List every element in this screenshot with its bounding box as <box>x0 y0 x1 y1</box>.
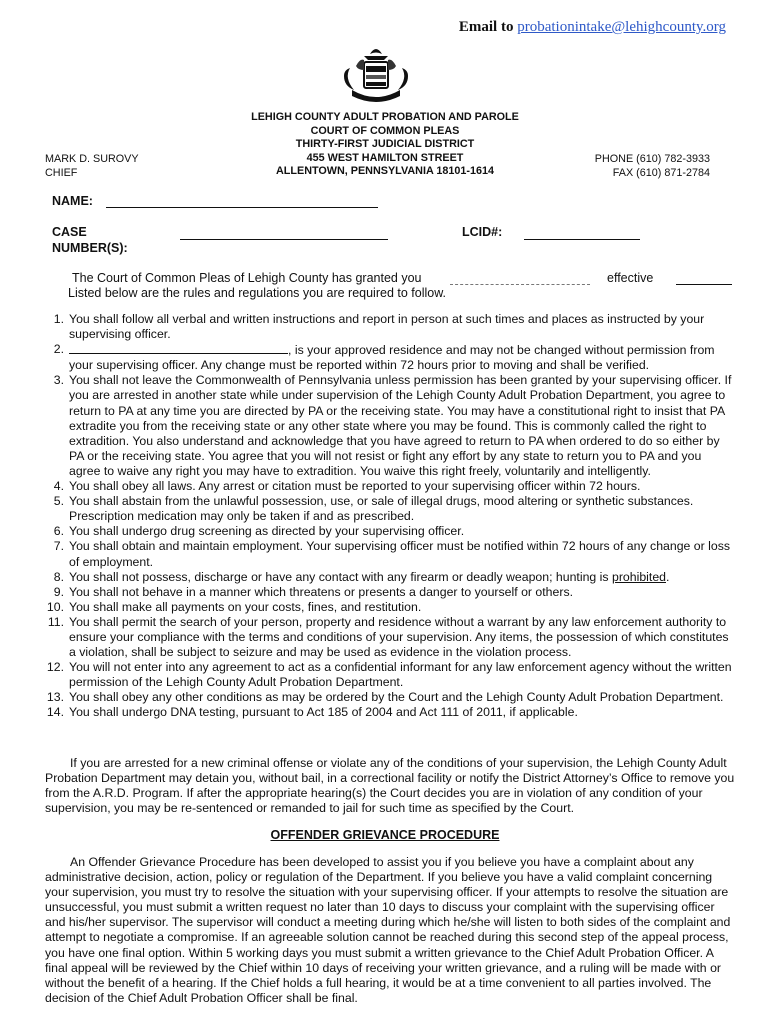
rule-text: You shall obtain and maintain employment. Your supervising officer must be notified within 72 hours of any change or loss of employment. <box>69 539 731 569</box>
list-item <box>32 585 732 600</box>
agency-line: THIRTY-FIRST JUDICIAL DISTRICT <box>295 138 475 151</box>
rule-number: 5. <box>53 494 64 509</box>
list-item <box>32 570 732 585</box>
phone-number: PHONE (610) 782-3933 <box>594 153 710 165</box>
fax-number: FAX (610) 871-2784 <box>612 166 710 179</box>
rule-text: You shall follow all verbal and written instructions and report in person at such times and places as instructed by your supervising officer. <box>69 312 705 342</box>
list-item <box>32 494 732 524</box>
email-label: Email to <box>458 19 514 35</box>
rule-text: You shall not possess, discharge or have any contact with any firearm or deadly weapon; hunting is <box>69 569 612 584</box>
effective-date-input-line[interactable] <box>676 284 732 285</box>
rule-text: , is your approved residence and may not be changed without permission from your supervising officer. Any change must be reported within 72 hours prior to moving and shall be verified. <box>69 343 715 373</box>
grant-type-input-line[interactable] <box>450 284 590 285</box>
agency-line: ALLENTOWN, PENNSYLVANIA 18101-1614 <box>276 165 494 178</box>
rule-number: 4. <box>53 479 64 494</box>
list-item <box>32 690 732 705</box>
list-item <box>32 705 732 720</box>
rule-emphasis: prohibited <box>611 569 666 584</box>
rule-number: 2. <box>53 342 64 357</box>
grievance-heading: OFFENDER GRIEVANCE PROCEDURE <box>270 828 500 842</box>
agency-address-block <box>200 111 570 179</box>
agency-line: 455 WEST HAMILTON STREET <box>306 151 464 164</box>
list-item <box>32 615 732 660</box>
rule-number: 9. <box>53 584 64 599</box>
rule-number: 14. <box>46 705 64 720</box>
case-label-line: CASE <box>52 225 87 239</box>
email-header <box>459 19 726 36</box>
rule-number: 8. <box>53 569 64 584</box>
rule-text: You shall make all payments on your costs, fines, and restitution. <box>69 599 422 614</box>
list-item <box>32 660 732 690</box>
case-number-label <box>52 224 128 256</box>
rule-text: You shall not behave in a manner which threatens or presents a danger to yourself or others. <box>69 584 574 599</box>
grant-line-2: Listed below are the rules and regulations you are required to follow. <box>68 286 447 300</box>
rule-number: 10. <box>46 599 64 614</box>
rule-number: 13. <box>46 690 64 705</box>
effective-label: effective <box>607 271 654 285</box>
list-item <box>32 373 732 479</box>
rule-text: You shall obey all laws. Any arrest or citation must be reported to your supervising officer within 72 hours. <box>69 479 641 494</box>
pennsylvania-seal-icon <box>330 44 422 108</box>
name-label: NAME: <box>52 194 93 208</box>
rule-text: You shall abstain from the unlawful possession, use, or sale of illegal drugs, mood altering or synthetic substances. Prescription medication may only be taken if and as prescribed. <box>69 494 694 524</box>
rule-text: You shall undergo DNA testing, pursuant to Act 185 of 2004 and Act 111 of 2011, if applicable. <box>69 705 578 720</box>
chief-title: CHIEF <box>45 166 78 179</box>
rules-list <box>32 312 732 721</box>
email-link[interactable]: probationintake@lehighcounty.org <box>517 19 726 35</box>
lcid-input-line[interactable] <box>524 239 640 240</box>
list-item <box>32 312 732 342</box>
lcid-label: LCID#: <box>462 225 503 239</box>
list-item <box>32 342 732 373</box>
list-item <box>32 479 732 494</box>
rule-text: You shall obey any other conditions as may be ordered by the Court and the Lehigh County Adult Probation Department. <box>69 690 724 705</box>
chief-name: MARK D. SUROVY <box>45 153 139 165</box>
list-item <box>32 539 732 569</box>
rule-text: You will not enter into any agreement to act as a confidential informant for any law enforcement agency without the written permission of the Lehigh County Adult Probation Department. <box>69 660 732 690</box>
grievance-paragraph: An Offender Grievance Procedure has been developed to assist you if you believe you have a complaint about any administrative decision, action, policy or regulation of the Department. If you believe you have a valid complaint concerning your supervision, you must try to resolve the situation with your supervising officer. If your attempts to resolve the situation are unsuccessful, you must submit a written request no later than 10 days to discuss your complaint with the supervising officer and his/her supervisor. The supervisor will conduct a meeting during which he/she will listen to both sides of the complaint and attempt to negotiate a compromise. If an agreeable solution cannot be reached during this second step of the appeal process, you have one final option. Within 5 working days you must submit a written grievance to the Chief Adult Probation Officer. A final appeal will be reviewed by the Chief within 10 days of receiving your written grievance, and a ruling will be made with or without the benefit of a hearing. If the Chief holds a full hearing, it would be at a time convenient to all parties involved. The decision of the Chief Adult Probation Officer shall be final. <box>45 855 731 1005</box>
rule-text: You shall undergo drug screening as directed by your supervising officer. <box>69 524 465 539</box>
agency-line: LEHIGH COUNTY ADULT PROBATION AND PAROLE <box>251 111 519 123</box>
name-input-line[interactable] <box>106 207 378 208</box>
list-item <box>32 600 732 615</box>
rule-text: You shall not leave the Commonwealth of Pennsylvania unless permission has been granted by your supervising officer. If you are arrested in another state while under supervision of the Lehigh County Adult Probation Department, you agree to return to PA at any time you are directed by PA or the receiving state. You may have a constitutional right to insist that PA extradite you from the receiving state or any other state where you may be found. This is commonly called the right to extradition. You also understand and acknowledge that you have agreed to return to PA when ordered to do so either by PA or the receiving state. You agree that you will not resist or fight any effort by any state to return you to PA and you agree to waive any right you may have to extradition. You waive this right freely, voluntarily and intelligently. <box>69 373 732 478</box>
residence-input-line[interactable] <box>69 342 288 354</box>
rule-punctuation: . <box>666 569 670 584</box>
case-label-line: NUMBER(S): <box>52 241 128 255</box>
arrest-paragraph: If you are arrested for a new criminal offense or violate any of the conditions of your supervision, the Lehigh County Adult Probation Department may detain you, without bail, in a correctional facility or notify the District Attorney’s Office to remove you from the A.R.D. Program. If after the appropriate hearing(s) the Court decides you are in violation of any condition of your supervision, you may be re-sentenced or remanded to jail for such time as specified by the Court. <box>45 756 735 816</box>
rule-number: 12. <box>46 660 64 675</box>
rule-number: 11. <box>47 614 64 629</box>
case-number-input-line[interactable] <box>180 239 388 240</box>
rule-number: 3. <box>53 373 64 388</box>
rule-number: 7. <box>53 539 64 554</box>
grant-line-1: The Court of Common Pleas of Lehigh County has granted you <box>72 271 422 285</box>
list-item <box>32 524 732 539</box>
rule-number: 1. <box>53 312 64 326</box>
chief-block <box>45 153 139 180</box>
rule-text: You shall permit the search of your person, property and residence without a warrant by any law enforcement authority to ensure your compliance with the terms and conditions of your supervision. Any items, the possession of which constitutes a violation, shall be subject to seizure and may be used as evidence in the violation process. <box>69 614 729 660</box>
contact-block <box>560 153 710 180</box>
rule-number: 6. <box>53 524 64 539</box>
agency-line: COURT OF COMMON PLEAS <box>310 124 460 137</box>
